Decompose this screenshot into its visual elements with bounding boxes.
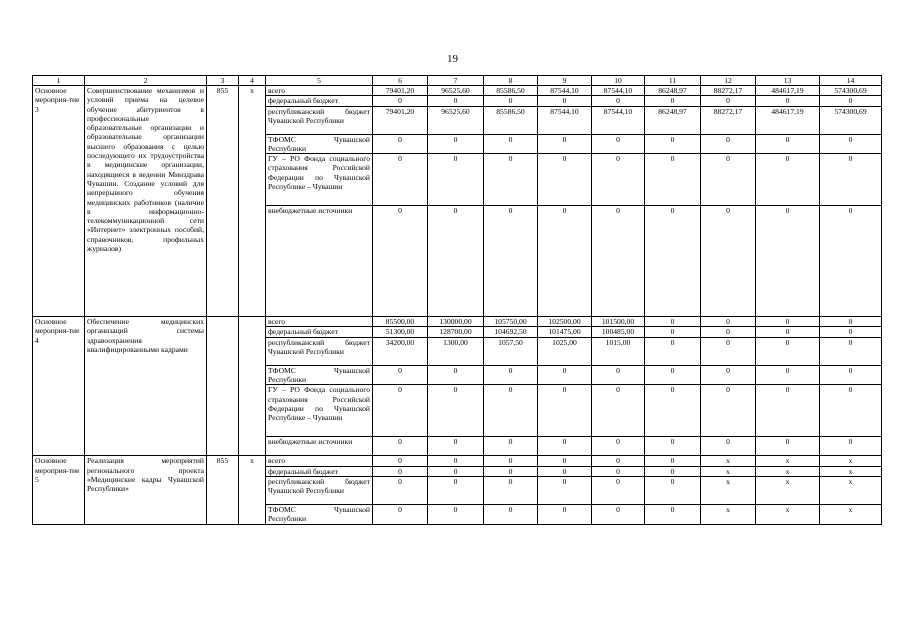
- amount-cell: 0: [373, 206, 428, 317]
- section-code: [239, 317, 266, 456]
- page-number: 19: [447, 53, 458, 65]
- responsible-code: 855: [207, 86, 239, 317]
- amount-cell: 484617,19: [756, 106, 820, 134]
- amount-cell: 0: [645, 504, 701, 524]
- column-number-4: 4: [239, 76, 266, 86]
- activity-description: Реализация мероприятий регионального проекта «Медицинские кадры Чувашской Республики»: [85, 456, 207, 524]
- amount-cell: 51300,00: [373, 327, 428, 337]
- amount-cell: 0: [428, 365, 484, 385]
- amount-cell: 0: [701, 317, 756, 327]
- amount-cell: 86248,97: [645, 106, 701, 134]
- amount-cell: х: [701, 504, 756, 524]
- amount-cell: 0: [645, 96, 701, 106]
- amount-cell: х: [701, 476, 756, 504]
- column-number-5: 5: [266, 76, 373, 86]
- amount-cell: 0: [538, 385, 592, 437]
- funding-source: ТФОМС Чувашской Республики: [266, 134, 373, 154]
- amount-cell: 0: [701, 365, 756, 385]
- amount-cell: 105750,00: [484, 317, 538, 327]
- amount-cell: 0: [592, 466, 645, 476]
- funding-source: федеральный бюджет: [266, 96, 373, 106]
- amount-cell: 0: [373, 134, 428, 154]
- amount-cell: 0: [484, 96, 538, 106]
- amount-cell: 96525,60: [428, 86, 484, 96]
- amount-cell: 0: [645, 466, 701, 476]
- funding-source: республиканский бюджет Чувашской Республики: [266, 106, 373, 134]
- amount-cell: 0: [592, 365, 645, 385]
- amount-cell: 0: [373, 504, 428, 524]
- amount-cell: 0: [820, 154, 882, 206]
- amount-cell: 0: [592, 154, 645, 206]
- amount-cell: 0: [428, 504, 484, 524]
- funding-source: республиканский бюджет Чувашской Республики: [266, 337, 373, 365]
- amount-cell: 0: [592, 456, 645, 466]
- amount-cell: 0: [428, 154, 484, 206]
- funding-source: республиканский бюджет Чувашской Республики: [266, 476, 373, 504]
- amount-cell: 0: [373, 466, 428, 476]
- amount-cell: 0: [428, 96, 484, 106]
- amount-cell: 0: [592, 476, 645, 504]
- amount-cell: 0: [756, 437, 820, 456]
- amount-cell: 0: [756, 385, 820, 437]
- amount-cell: 0: [592, 385, 645, 437]
- amount-cell: 87544,10: [592, 106, 645, 134]
- amount-cell: 0: [756, 206, 820, 317]
- amount-cell: 101500,00: [592, 317, 645, 327]
- amount-cell: 0: [538, 154, 592, 206]
- amount-cell: 0: [484, 206, 538, 317]
- amount-cell: 574300,69: [820, 106, 882, 134]
- amount-cell: 87544,10: [538, 86, 592, 96]
- amount-cell: 484617,19: [756, 86, 820, 96]
- amount-cell: 0: [756, 154, 820, 206]
- amount-cell: 85586,50: [484, 106, 538, 134]
- amount-cell: 0: [701, 206, 756, 317]
- amount-cell: 0: [538, 365, 592, 385]
- amount-cell: х: [701, 456, 756, 466]
- amount-cell: 0: [820, 437, 882, 456]
- amount-cell: 0: [538, 476, 592, 504]
- activity-name: Основное мероприя-тие 5: [33, 456, 85, 524]
- amount-cell: 87544,10: [538, 106, 592, 134]
- amount-cell: 0: [592, 96, 645, 106]
- amount-cell: 1025,00: [538, 337, 592, 365]
- amount-cell: 0: [820, 365, 882, 385]
- amount-cell: 0: [484, 466, 538, 476]
- responsible-code: [207, 317, 239, 456]
- amount-cell: 0: [428, 134, 484, 154]
- amount-cell: х: [756, 476, 820, 504]
- activity-name: Основное мероприя-тие 4: [33, 317, 85, 456]
- funding-source: ГУ – РО Фонда социального страхования Российской Федерации по Чувашской Республике – Чувашии: [266, 385, 373, 437]
- column-number-14: 14: [820, 76, 882, 86]
- amount-cell: 34200,00: [373, 337, 428, 365]
- amount-cell: 0: [820, 96, 882, 106]
- amount-cell: 0: [820, 134, 882, 154]
- amount-cell: 86248,97: [645, 86, 701, 96]
- amount-cell: 0: [538, 96, 592, 106]
- amount-cell: 0: [484, 476, 538, 504]
- amount-cell: 0: [592, 437, 645, 456]
- amount-cell: 0: [484, 437, 538, 456]
- amount-cell: 0: [756, 337, 820, 365]
- amount-cell: 0: [701, 96, 756, 106]
- amount-cell: 0: [373, 476, 428, 504]
- funding-source: всего: [266, 317, 373, 327]
- funding-source: федеральный бюджет: [266, 466, 373, 476]
- column-number-row: [33, 76, 882, 86]
- amount-cell: 0: [701, 154, 756, 206]
- amount-cell: 574300,69: [820, 86, 882, 96]
- column-number-12: 12: [701, 76, 756, 86]
- amount-cell: 79401,20: [373, 106, 428, 134]
- amount-cell: 0: [645, 437, 701, 456]
- activity-name: Основное мероприя-тие 3: [33, 86, 85, 317]
- funding-source: ТФОМС Чувашской Республики: [266, 365, 373, 385]
- column-number-1: 1: [33, 76, 85, 86]
- amount-cell: 1057,50: [484, 337, 538, 365]
- amount-cell: 0: [428, 456, 484, 466]
- amount-cell: 102500,00: [538, 317, 592, 327]
- amount-cell: 0: [373, 437, 428, 456]
- amount-cell: х: [820, 456, 882, 466]
- amount-cell: 0: [645, 365, 701, 385]
- budget-table: [32, 75, 882, 525]
- activity-description: Совершенствование механизмов и условий приема на целевое обучение абитуриентов в профессиональные образовательные организации и образовательные организации высшего образования с целью последующего их трудоустройства в медицинские организации, находящиеся в ведении Минздрава Чувашии. Создание условий для непрерывного обучения медицинских работников (наличие в информационно-телекоммуникационной сети «Интернет» электронных пособий, справочников, профильных журналов): [85, 86, 207, 317]
- amount-cell: 101475,00: [538, 327, 592, 337]
- amount-cell: 0: [428, 437, 484, 456]
- amount-cell: 0: [820, 337, 882, 365]
- table-row: [33, 456, 882, 466]
- amount-cell: 0: [645, 317, 701, 327]
- amount-cell: х: [820, 466, 882, 476]
- funding-source: всего: [266, 456, 373, 466]
- amount-cell: 1015,00: [592, 337, 645, 365]
- table-row: [33, 317, 882, 327]
- amount-cell: 0: [701, 437, 756, 456]
- amount-cell: 0: [373, 365, 428, 385]
- amount-cell: 0: [592, 134, 645, 154]
- amount-cell: х: [756, 504, 820, 524]
- amount-cell: 104692,50: [484, 327, 538, 337]
- amount-cell: 88272,17: [701, 86, 756, 96]
- column-number-3: 3: [207, 76, 239, 86]
- amount-cell: 0: [645, 206, 701, 317]
- amount-cell: 0: [645, 385, 701, 437]
- amount-cell: 0: [592, 504, 645, 524]
- amount-cell: 87544,10: [592, 86, 645, 96]
- amount-cell: 0: [484, 456, 538, 466]
- amount-cell: 0: [484, 134, 538, 154]
- amount-cell: 0: [645, 456, 701, 466]
- amount-cell: 0: [820, 317, 882, 327]
- amount-cell: 0: [538, 504, 592, 524]
- amount-cell: 0: [756, 317, 820, 327]
- amount-cell: 0: [756, 134, 820, 154]
- amount-cell: 0: [592, 206, 645, 317]
- amount-cell: 96525,60: [428, 106, 484, 134]
- amount-cell: 0: [484, 154, 538, 206]
- amount-cell: 0: [484, 385, 538, 437]
- column-number-10: 10: [592, 76, 645, 86]
- amount-cell: 0: [645, 337, 701, 365]
- funding-source: федеральный бюджет: [266, 327, 373, 337]
- amount-cell: 0: [820, 327, 882, 337]
- section-code: х: [239, 86, 266, 317]
- amount-cell: 128700,00: [428, 327, 484, 337]
- funding-source: внебюджетные источники: [266, 437, 373, 456]
- amount-cell: 0: [756, 96, 820, 106]
- amount-cell: 0: [428, 385, 484, 437]
- column-number-8: 8: [484, 76, 538, 86]
- amount-cell: 0: [701, 385, 756, 437]
- amount-cell: 79401,20: [373, 86, 428, 96]
- amount-cell: 0: [428, 206, 484, 317]
- activity-description: Обеспечение медицинских организаций системы здравоохранения квалифицированными кадрами: [85, 317, 207, 456]
- amount-cell: 85586,50: [484, 86, 538, 96]
- table-row: [33, 86, 882, 96]
- amount-cell: 0: [645, 134, 701, 154]
- amount-cell: 0: [820, 206, 882, 317]
- amount-cell: х: [820, 476, 882, 504]
- amount-cell: х: [701, 466, 756, 476]
- amount-cell: 0: [484, 504, 538, 524]
- column-number-13: 13: [756, 76, 820, 86]
- amount-cell: 88272,17: [701, 106, 756, 134]
- amount-cell: 0: [645, 476, 701, 504]
- column-number-6: 6: [373, 76, 428, 86]
- amount-cell: 0: [428, 466, 484, 476]
- funding-source: ТФОМС Чувашской Республики: [266, 504, 373, 524]
- amount-cell: 0: [701, 337, 756, 365]
- amount-cell: 0: [538, 456, 592, 466]
- amount-cell: 0: [428, 476, 484, 504]
- amount-cell: х: [756, 466, 820, 476]
- amount-cell: 100485,00: [592, 327, 645, 337]
- amount-cell: 0: [645, 154, 701, 206]
- amount-cell: 0: [538, 134, 592, 154]
- column-number-11: 11: [645, 76, 701, 86]
- amount-cell: х: [820, 504, 882, 524]
- amount-cell: 0: [645, 327, 701, 337]
- amount-cell: 0: [701, 134, 756, 154]
- funding-source: всего: [266, 86, 373, 96]
- amount-cell: 1300,00: [428, 337, 484, 365]
- table-body: [33, 76, 882, 525]
- column-number-9: 9: [538, 76, 592, 86]
- amount-cell: 0: [538, 437, 592, 456]
- amount-cell: 85500,00: [373, 317, 428, 327]
- column-number-7: 7: [428, 76, 484, 86]
- amount-cell: 0: [484, 365, 538, 385]
- section-code: х: [239, 456, 266, 524]
- amount-cell: 0: [373, 456, 428, 466]
- amount-cell: 130000,00: [428, 317, 484, 327]
- amount-cell: 0: [756, 365, 820, 385]
- amount-cell: 0: [820, 385, 882, 437]
- funding-source: ГУ – РО Фонда социального страхования Российской Федерации по Чувашской Республике – Чувашии: [266, 154, 373, 206]
- amount-cell: х: [756, 456, 820, 466]
- amount-cell: 0: [373, 96, 428, 106]
- amount-cell: 0: [373, 385, 428, 437]
- amount-cell: 0: [538, 466, 592, 476]
- responsible-code: 855: [207, 456, 239, 524]
- column-number-2: 2: [85, 76, 207, 86]
- amount-cell: 0: [373, 154, 428, 206]
- amount-cell: 0: [756, 327, 820, 337]
- amount-cell: 0: [538, 206, 592, 317]
- funding-source: внебюджетные источники: [266, 206, 373, 317]
- amount-cell: 0: [701, 327, 756, 337]
